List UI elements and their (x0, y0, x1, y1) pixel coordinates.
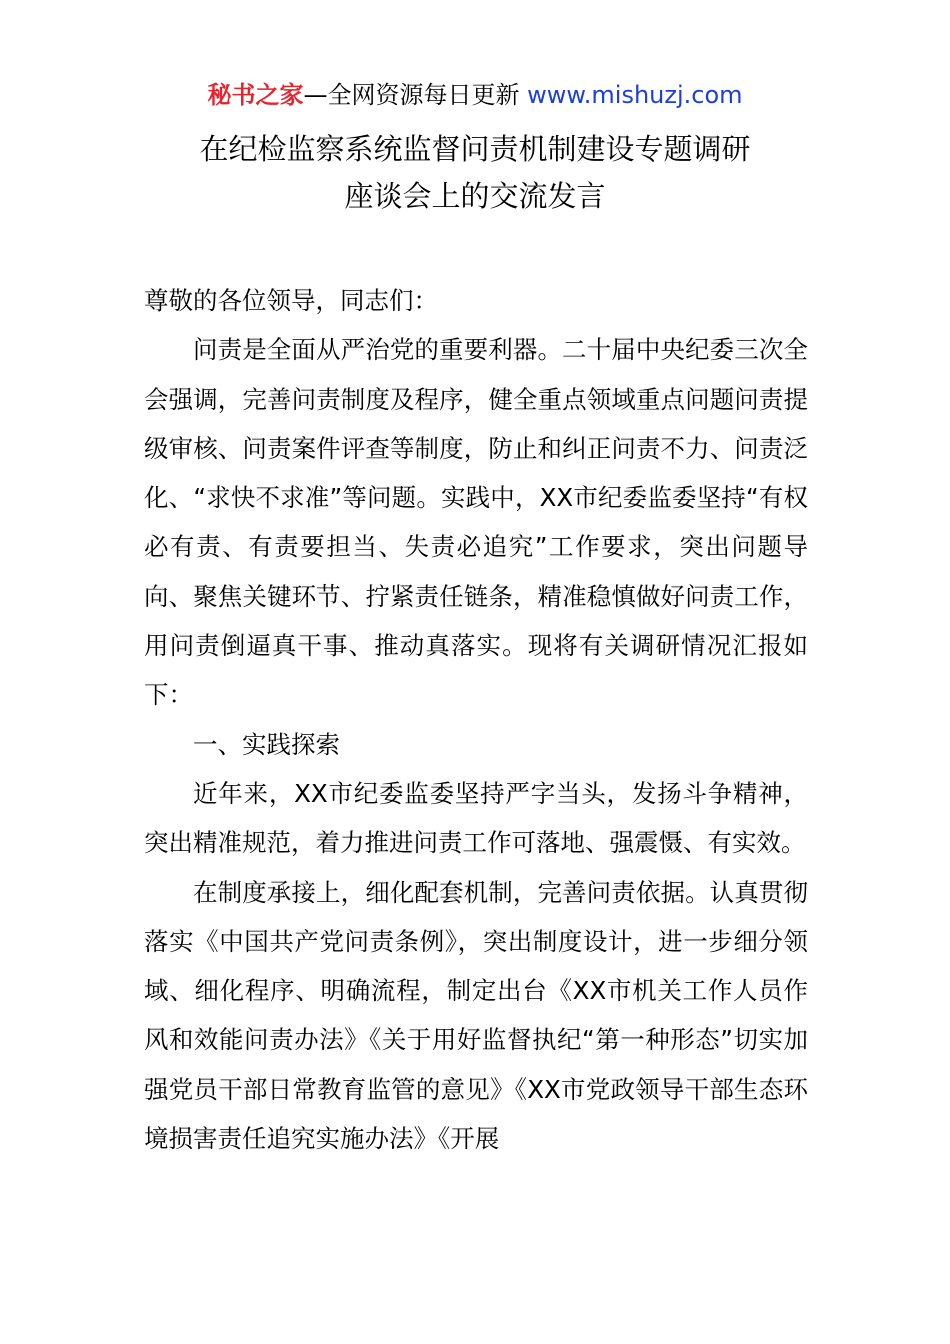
paragraph-practice-overview: 近年来，XX市纪委监委坚持严字当头，发扬斗争精神，突出精准规范，着力推进问责工作可落地、强震慑、有实效。 (144, 778, 808, 858)
document-title (0, 126, 950, 220)
header-url-link[interactable]: www.mishuzj.com (527, 81, 743, 109)
title-line-2: 座谈会上的交流发言 (344, 179, 606, 213)
site-header (0, 78, 950, 112)
paragraph-intro: 问责是全面从严治党的重要利器。二十届中央纪委三次全会强调，完善问责制度及程序，健全重点领域重点问题问责提级审核、问责案件评查等制度，防止和纠正问责不力、问责泛化、“求快不求准”等问题。实践中，XX市纪委监委坚持“有权必有责、有责要担当、失责必追究”工作要求，突出问题导向、聚焦关键环节、拧紧责任链条，精准稳慎做好问责工作，用问责倒逼真干事、推动真落实。现将有关调研情况汇报如下： (144, 335, 808, 710)
greeting: 尊敬的各位领导，同志们： (144, 286, 438, 315)
section-heading-1: 一、实践探索 (193, 729, 340, 759)
header-tagline: —全网资源每日更新 (303, 81, 528, 109)
document-body (144, 276, 808, 1163)
header-brand: 秘书之家 (207, 81, 304, 109)
title-line-1: 在纪检监察系统监督问责机制建设专题调研 (199, 132, 751, 166)
paragraph-institution: 在制度承接上，细化配套机制，完善问责依据。认真贯彻落实《中国共产党问责条例》，突出制度设计，进一步细分领域、细化程序、明确流程，制定出台《XX市机关工作人员作风和效能问责办法》《关于用好监督执纪“第一种形态”切实加强党员干部日常教育监管的意见》《XX市党政领导干部生态环境损害责任追究实施办法》《开展 (144, 877, 808, 1154)
